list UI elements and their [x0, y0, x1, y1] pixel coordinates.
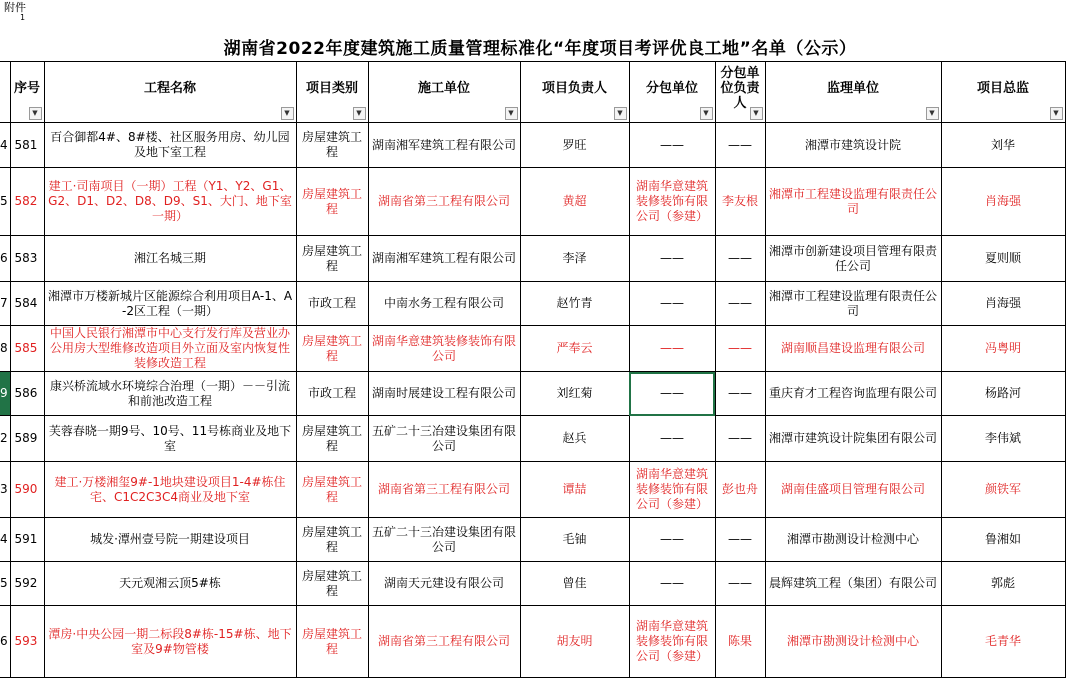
row-number[interactable]: 2: [0, 416, 10, 462]
type-cell[interactable]: 房屋建筑工程: [296, 462, 368, 518]
dropdown-arrow-icon[interactable]: ▼: [29, 107, 42, 120]
seq-cell[interactable]: 593: [10, 606, 44, 678]
project-name-cell[interactable]: 中国人民银行湘潭市中心支行发行库及营业办公用房大型维修改造项目外立面及室内恢复性装修改造工程: [44, 326, 296, 372]
director-cell[interactable]: 夏则顺: [941, 236, 1065, 282]
dropdown-arrow-icon[interactable]: ▼: [750, 107, 763, 120]
manager-cell[interactable]: 赵竹青: [520, 282, 629, 326]
seq-cell[interactable]: 582: [10, 168, 44, 236]
supervisor-cell[interactable]: 湖南佳盛项目管理有限公司: [765, 462, 941, 518]
supervisor-cell[interactable]: 湘潭市建筑设计院集团有限公司: [765, 416, 941, 462]
builder-cell[interactable]: 湖南省第三工程有限公司: [368, 168, 520, 236]
table-row: [0, 416, 1065, 462]
header-manager[interactable]: [520, 62, 629, 123]
manager-cell[interactable]: 刘红菊: [520, 372, 629, 416]
supervisor-cell[interactable]: 湘潭市建筑设计院: [765, 123, 941, 168]
manager-cell[interactable]: 毛铀: [520, 518, 629, 562]
director-cell[interactable]: 杨路河: [941, 372, 1065, 416]
project-name-cell[interactable]: 湘江名城三期: [44, 236, 296, 282]
row-number[interactable]: 4: [0, 123, 10, 168]
seq-cell[interactable]: 585: [10, 326, 44, 372]
builder-cell[interactable]: 五矿二十三冶建设集团有限公司: [368, 518, 520, 562]
seq-cell[interactable]: 584: [10, 282, 44, 326]
seq-cell[interactable]: 589: [10, 416, 44, 462]
row-number[interactable]: 4: [0, 518, 10, 562]
director-cell[interactable]: 毛青华: [941, 606, 1065, 678]
subcontractor-cell[interactable]: ——: [629, 326, 715, 372]
header-row: [0, 62, 1065, 123]
header-label: 项目类别: [305, 80, 358, 96]
subcontractor-cell[interactable]: 湖南华意建筑装修装饰有限公司（参建）: [629, 168, 715, 236]
sub-manager-cell[interactable]: ——: [715, 518, 765, 562]
manager-cell[interactable]: 胡友明: [520, 606, 629, 678]
type-cell[interactable]: 房屋建筑工程: [296, 123, 368, 168]
row-number[interactable]: 3: [0, 462, 10, 518]
supervisor-cell[interactable]: 湖南顺昌建设监理有限公司: [765, 326, 941, 372]
project-name-cell[interactable]: 潭房·中央公园一期二标段8#栋-15#栋、地下室及9#物管楼: [44, 606, 296, 678]
project-name-cell[interactable]: 城发·潭州壹号院一期建设项目: [44, 518, 296, 562]
type-cell[interactable]: 房屋建筑工程: [296, 562, 368, 606]
subcontractor-cell[interactable]: 湖南华意建筑装修装饰有限公司（参建）: [629, 606, 715, 678]
supervisor-cell[interactable]: 湘潭市工程建设监理有限责任公司: [765, 282, 941, 326]
header-builder[interactable]: [368, 62, 520, 123]
manager-cell[interactable]: 罗旺: [520, 123, 629, 168]
subcontractor-cell[interactable]: ——: [629, 562, 715, 606]
sub-manager-cell[interactable]: ——: [715, 282, 765, 326]
header-seq[interactable]: [10, 62, 44, 123]
row-number[interactable]: 7: [0, 282, 10, 326]
sub-manager-cell[interactable]: ——: [715, 372, 765, 416]
supervisor-cell[interactable]: 重庆育才工程咨询监理有限公司: [765, 372, 941, 416]
director-cell[interactable]: 郭彪: [941, 562, 1065, 606]
subcontractor-cell[interactable]: ——: [629, 518, 715, 562]
builder-cell[interactable]: 湖南省第三工程有限公司: [368, 606, 520, 678]
type-cell[interactable]: 房屋建筑工程: [296, 326, 368, 372]
table-row: [0, 282, 1065, 326]
dropdown-arrow-icon[interactable]: ▼: [1050, 107, 1063, 120]
supervisor-cell[interactable]: 晨辉建筑工程（集团）有限公司: [765, 562, 941, 606]
subcontractor-cell[interactable]: 湖南华意建筑装修装饰有限公司（参建）: [629, 462, 715, 518]
type-cell[interactable]: 房屋建筑工程: [296, 606, 368, 678]
header-label: 施工单位: [417, 80, 470, 96]
sub-manager-cell[interactable]: ——: [715, 562, 765, 606]
sub-manager-cell[interactable]: ——: [715, 236, 765, 282]
header-label: 分包单位负责人: [720, 65, 760, 111]
seq-cell[interactable]: 581: [10, 123, 44, 168]
sub-manager-cell[interactable]: 陈果: [715, 606, 765, 678]
table-row: [0, 236, 1065, 282]
dropdown-arrow-icon[interactable]: ▼: [614, 107, 627, 120]
results-table: [0, 61, 1066, 678]
type-cell[interactable]: 市政工程: [296, 282, 368, 326]
attachment-text: 附件: [4, 1, 26, 14]
type-cell[interactable]: 房屋建筑工程: [296, 168, 368, 236]
type-cell[interactable]: 房屋建筑工程: [296, 416, 368, 462]
manager-cell[interactable]: 严奉云: [520, 326, 629, 372]
attachment-label: [4, 2, 26, 22]
director-cell[interactable]: 冯粤明: [941, 326, 1065, 372]
seq-cell[interactable]: 591: [10, 518, 44, 562]
type-cell[interactable]: 房屋建筑工程: [296, 236, 368, 282]
header-sub[interactable]: [629, 62, 715, 123]
header-label: 分包单位: [645, 80, 698, 96]
seq-cell[interactable]: 590: [10, 462, 44, 518]
table-row: [0, 123, 1065, 168]
supervisor-cell[interactable]: 湘潭市创新建设项目管理有限责任公司: [765, 236, 941, 282]
project-name-cell[interactable]: 百合御都4#、8#楼、社区服务用房、幼儿园及地下室工程: [44, 123, 296, 168]
project-name-cell[interactable]: 建工·万楼湘玺9#-1地块建设项目1-4#栋住宅、C1C2C3C4商业及地下室: [44, 462, 296, 518]
table-row: [0, 562, 1065, 606]
row-number[interactable]: 8: [0, 326, 10, 372]
dropdown-arrow-icon[interactable]: ▼: [505, 107, 518, 120]
header-type[interactable]: [296, 62, 368, 123]
supervisor-cell[interactable]: 湘潭市工程建设监理有限责任公司: [765, 168, 941, 236]
dropdown-arrow-icon[interactable]: ▼: [353, 107, 366, 120]
subcontractor-cell[interactable]: ——: [629, 236, 715, 282]
director-cell[interactable]: 刘华: [941, 123, 1065, 168]
header-name[interactable]: [44, 62, 296, 123]
project-name-cell[interactable]: 建工·司南项目（一期）工程（Y1、Y2、G1、G2、D1、D2、D8、D9、S1、大门、地下室一期）: [44, 168, 296, 236]
dropdown-arrow-icon[interactable]: ▼: [281, 107, 294, 120]
table-row: [0, 462, 1065, 518]
row-number-header: [0, 62, 10, 123]
sub-manager-cell[interactable]: ——: [715, 326, 765, 372]
table-row: [0, 606, 1065, 678]
builder-cell[interactable]: 湖南天元建设有限公司: [368, 562, 520, 606]
header-sub-manager[interactable]: [715, 62, 765, 123]
builder-cell[interactable]: 湖南省第三工程有限公司: [368, 462, 520, 518]
header-label: 工程名称: [143, 80, 196, 96]
project-name-cell[interactable]: 芙蓉春晓一期9号、10号、11号栋商业及地下室: [44, 416, 296, 462]
header-supervisor[interactable]: [765, 62, 941, 123]
subcontractor-cell[interactable]: ——: [629, 416, 715, 462]
builder-cell[interactable]: 湖南时展建设工程有限公司: [368, 372, 520, 416]
table-row: [0, 518, 1065, 562]
builder-cell[interactable]: 湖南湘军建筑工程有限公司: [368, 123, 520, 168]
director-cell[interactable]: 肖海强: [941, 282, 1065, 326]
seq-cell[interactable]: 586: [10, 372, 44, 416]
builder-cell[interactable]: 湖南湘军建筑工程有限公司: [368, 236, 520, 282]
header-label: 项目负责人: [541, 80, 607, 96]
sub-manager-cell[interactable]: ——: [715, 123, 765, 168]
header-label: 序号: [13, 80, 40, 96]
seq-cell[interactable]: 583: [10, 236, 44, 282]
attachment-number: 1: [20, 13, 26, 22]
table-row: [0, 372, 1065, 416]
manager-cell[interactable]: 赵兵: [520, 416, 629, 462]
sub-manager-cell[interactable]: ——: [715, 416, 765, 462]
builder-cell[interactable]: 中南水务工程有限公司: [368, 282, 520, 326]
supervisor-cell[interactable]: 湘潭市勘测设计检测中心: [765, 518, 941, 562]
subcontractor-cell[interactable]: ——: [629, 123, 715, 168]
table-row: [0, 326, 1065, 372]
row-number[interactable]: 5: [0, 168, 10, 236]
builder-cell[interactable]: 五矿二十三冶建设集团有限公司: [368, 416, 520, 462]
table-row: [0, 168, 1065, 236]
type-cell[interactable]: 房屋建筑工程: [296, 518, 368, 562]
director-cell[interactable]: 颜铁军: [941, 462, 1065, 518]
seq-cell[interactable]: 592: [10, 562, 44, 606]
row-number[interactable]: 6: [0, 606, 10, 678]
row-number[interactable]: 9: [0, 372, 10, 416]
supervisor-cell[interactable]: 湘潭市勘测设计检测中心: [765, 606, 941, 678]
project-name-cell[interactable]: 天元观湘云顶5#栋: [44, 562, 296, 606]
header-label: 监理单位: [826, 80, 879, 96]
row-number[interactable]: 5: [0, 562, 10, 606]
project-name-cell[interactable]: 湘潭市万楼新城片区能源综合利用项目A-1、A-2区工程（一期）: [44, 282, 296, 326]
manager-cell[interactable]: 黄超: [520, 168, 629, 236]
manager-cell[interactable]: 曾佳: [520, 562, 629, 606]
type-cell[interactable]: 市政工程: [296, 372, 368, 416]
builder-cell[interactable]: 湖南华意建筑装修装饰有限公司: [368, 326, 520, 372]
director-cell[interactable]: 肖海强: [941, 168, 1065, 236]
subcontractor-cell[interactable]: ——: [629, 372, 715, 416]
page-title: 湖南省2022年度建筑施工质量管理标准化“年度项目考评优良工地”名单（公示）: [223, 39, 857, 59]
manager-cell[interactable]: 李泽: [520, 236, 629, 282]
dropdown-arrow-icon[interactable]: ▼: [926, 107, 939, 120]
manager-cell[interactable]: 谭喆: [520, 462, 629, 518]
project-name-cell[interactable]: 康兴桥流域水环境综合治理（一期）－－引流和前池改造工程: [44, 372, 296, 416]
table-body: [0, 123, 1065, 678]
sub-manager-cell[interactable]: 彭也舟: [715, 462, 765, 518]
dropdown-arrow-icon[interactable]: ▼: [700, 107, 713, 120]
director-cell[interactable]: 鲁湘如: [941, 518, 1065, 562]
header-label: 项目总监: [976, 80, 1029, 96]
header-director[interactable]: [941, 62, 1065, 123]
director-cell[interactable]: 李伟斌: [941, 416, 1065, 462]
row-number[interactable]: 6: [0, 236, 10, 282]
sub-manager-cell[interactable]: 李友根: [715, 168, 765, 236]
subcontractor-cell[interactable]: ——: [629, 282, 715, 326]
